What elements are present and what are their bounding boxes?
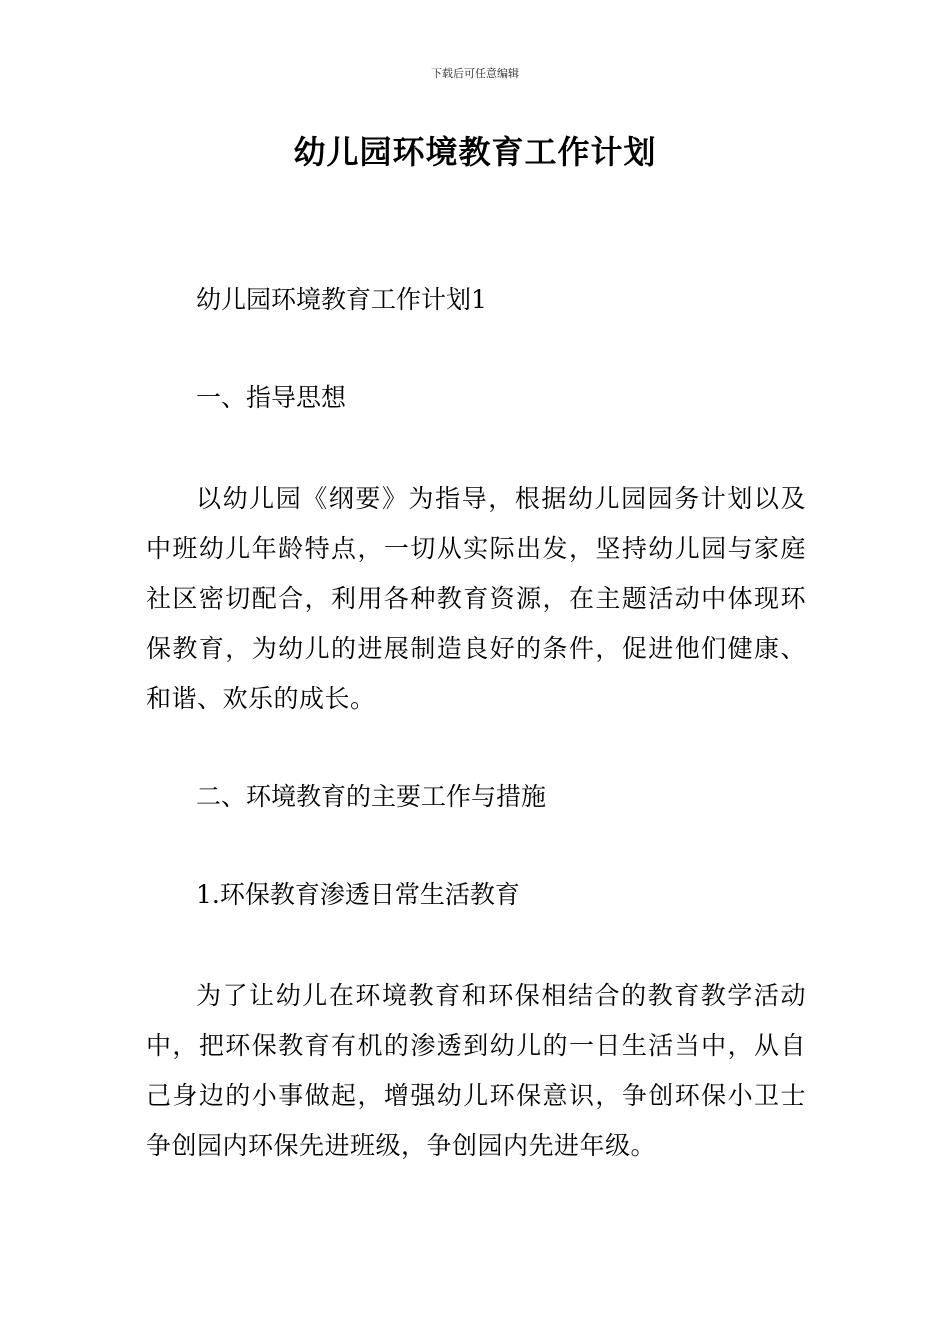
section-heading-guiding-ideology: 一、指导思想 <box>196 383 347 412</box>
plan-subtitle: 幼儿园环境教育工作计划1 <box>196 285 487 314</box>
document-title: 幼儿园环境教育工作计划 <box>293 133 657 171</box>
item-heading-daily-life-education: 1.环保教育渗透日常生活教育 <box>196 880 520 909</box>
header-note: 下载后可任意编辑 <box>431 67 519 80</box>
paragraph-guiding-ideology: 以幼儿园《纲要》为指导，根据幼儿园园务计划以及中班幼儿年龄特点，一切从实际出发，坚持幼儿园与家庭社区密切配合，利用各种教育资源，在主题活动中体现环保教育，为幼儿的进展制造良好的条件，促进他们健康、和谐、欢乐的成长。 <box>146 484 806 713</box>
paragraph-daily-life-education: 为了让幼儿在环境教育和环保相结合的教育教学活动中，把环保教育有机的渗透到幼儿的一日生活当中，从自己身边的小事做起，增强幼儿环保意识，争创环保小卫士争创园内环保先进班级，争创园内先进年级。 <box>146 981 806 1160</box>
section-heading-main-work: 二、环境教育的主要工作与措施 <box>196 782 547 811</box>
